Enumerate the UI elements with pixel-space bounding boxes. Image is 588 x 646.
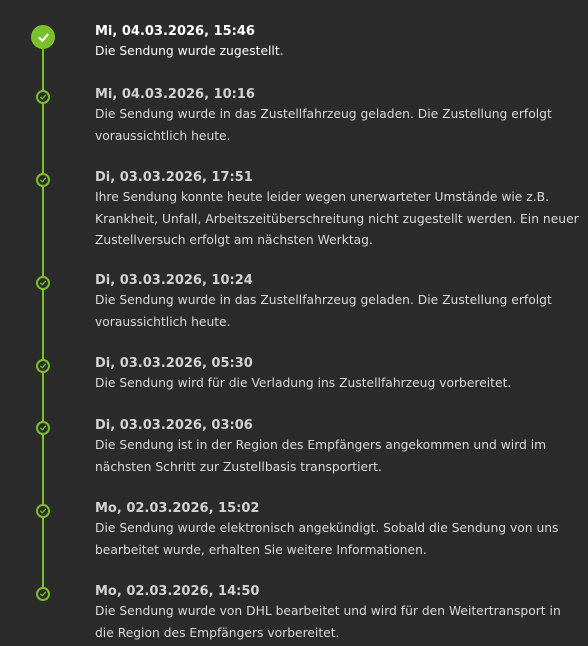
event-timestamp: Mi, 04.03.2026, 15:46	[95, 24, 255, 39]
check-icon	[36, 421, 50, 435]
event-text	[95, 500, 580, 561]
event-timestamp: Di, 03.03.2026, 17:51	[95, 170, 253, 185]
event-description: Die Sendung ist in der Region des Empfängers angekommen und wird im nächsten Schritt zur Zustellbasis transportiert.	[95, 438, 547, 474]
event-timestamp: Mo, 02.03.2026, 14:50	[95, 584, 260, 599]
check-icon	[36, 90, 50, 104]
event-timestamp: Di, 03.03.2026, 03:06	[95, 418, 253, 433]
event-text	[95, 169, 580, 252]
event-timestamp: Mo, 02.03.2026, 15:02	[95, 501, 260, 516]
event-description: Die Sendung wurde von DHL bearbeitet und wird für den Weitertransport in die Region des Empfängers vorbereitet.	[95, 604, 561, 640]
check-icon	[36, 587, 50, 601]
check-icon	[36, 173, 50, 187]
event-text	[95, 272, 580, 333]
event-description: Die Sendung wurde zugestellt.	[95, 44, 284, 58]
event-text	[95, 583, 580, 644]
event-timestamp: Mi, 04.03.2026, 10:16	[95, 87, 255, 102]
event-text	[95, 417, 580, 478]
event-text	[95, 355, 580, 395]
event-timestamp: Di, 03.03.2026, 05:30	[95, 356, 253, 371]
event-description: Die Sendung wurde elektronisch angekündigt. Sobald die Sendung von uns bearbeitet wurde, erhalten Sie weitere Informationen.	[95, 521, 559, 557]
event-text	[95, 86, 580, 147]
event-description: Ihre Sendung konnte heute leider wegen unerwarteter Umstände wie z.B. Krankheit, Unfall, Arbeitszeitüberschreitung nicht zugestellt werden. Ein neuer Zustellversuch erfolgt am nächsten Werktag.	[95, 190, 579, 247]
check-icon	[36, 276, 50, 290]
check-icon	[36, 359, 50, 373]
event-timestamp: Di, 03.03.2026, 10:24	[95, 273, 253, 288]
event-description: Die Sendung wird für die Verladung ins Zustellfahrzeug vorbereitet.	[95, 376, 512, 390]
event-description: Die Sendung wurde in das Zustellfahrzeug geladen. Die Zustellung erfolgt voraussichtlich heute.	[95, 107, 552, 143]
check-icon	[36, 504, 50, 518]
event-text	[95, 23, 580, 63]
check-icon	[31, 25, 55, 49]
event-description: Die Sendung wurde in das Zustellfahrzeug geladen. Die Zustellung erfolgt voraussichtlich heute.	[95, 293, 552, 329]
